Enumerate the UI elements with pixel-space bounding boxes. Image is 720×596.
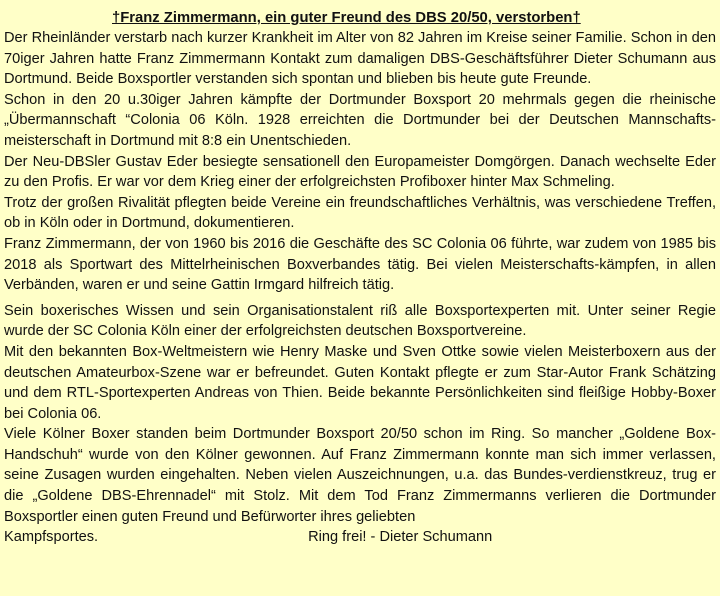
signature: Ring frei! - Dieter Schumann	[308, 529, 493, 546]
paragraph-history: Schon in den 20 u.30iger Jahren kämpfte der Dortmunder Boxsport 20 mehrmals gegen die rheinische „Übermannschaft “Colonia 06 Köln. 1928 erreichten die Dortmunder bei der Deutschen Mannschafts-meisterschaft in Dortmund mit 8:8 ein Unentschieden.	[4, 91, 716, 149]
paragraph-eder: Der Neu-DBSler Gustav Eder besiegte sensationell den Europameister Domgörgen. Danach wechselte Eder zu den Profis. Er war vor dem Krieg einer der erfolgreichsten Profiboxer hinter Max Schmeling.	[4, 153, 716, 191]
paragraph-career: Franz Zimmermann, der von 1960 bis 2016 die Geschäfte des SC Colonia 06 führte, war zudem von 1985 bis 2018 als Sportwart des Mittelrheinischen Boxverbandes tätig. Bei vielen Meisterschafts-kämpfen, in allen Verbänden, waren er und seine Gattin Irmgard hilfreich tätig.	[4, 235, 716, 294]
paragraph-rivalry: Trotz der großen Rivalität pflegten beide Vereine ein freundschaftliches Verhältnis, was verschiedene Treffen, ob in Köln oder in Dortmund, dokumentieren.	[4, 194, 716, 232]
paragraph-legacy: Viele Kölner Boxer standen beim Dortmunder Boxsport 20/50 schon im Ring. So mancher „Goldene Box-Handschuh“ wurde von den Kölner gewonnen. Auf Franz Zimmermann konnte man sich immer verlassen, seine Zusagen wurden eingehalten. Neben vielen Auszeichnungen, u.a. das Bundes-verdienstkreuz, trug er die „Goldene DBS-Ehrennadel“ mit Stolz. Mit dem Tod Franz Zimmermanns verlieren die Dortmunder Boxsportler einen guten Freund und Befürworter ihres geliebten	[4, 426, 716, 525]
closing-word: Kampfsportes.	[4, 529, 99, 546]
article-title: †Franz Zimmermann, ein guter Freund des DBS 20/50, verstorben†	[112, 10, 581, 26]
closing-line	[4, 527, 716, 548]
paragraph-organisation: Sein boxerisches Wissen und sein Organisationstalent riß alle Boxsportexperten mit. Unter seiner Regie wurde der SC Colonia Köln einer der erfolgreichsten deutschen Boxsportvereine.	[4, 302, 716, 340]
paragraph-intro: Der Rheinländer verstarb nach kurzer Krankheit im Alter von 82 Jahren im Kreise seiner Familie. Schon in den 70iger Jahren hatte Franz Zimmermann Kontakt zum damaligen DBS-Geschäftsführer Dieter Schumann aus Dortmund. Beide Boxsportler verstanden sich spontan und blieben bis heute gute Freunde.	[4, 30, 716, 88]
paragraph-friends: Mit den bekannten Box-Weltmeistern wie Henry Maske und Sven Ottke sowie vielen Meisterboxern aus der deutschen Amateurbox-Szene war er befreundet. Guten Kontakt pflegte er zum Star-Autor Frank Schätzing und dem RTL-Sportexperten Andreas von Thien. Beide bekannte Persönlichkeiten sind fleißige Hobby-Boxer bei Colonia 06.	[4, 343, 716, 422]
